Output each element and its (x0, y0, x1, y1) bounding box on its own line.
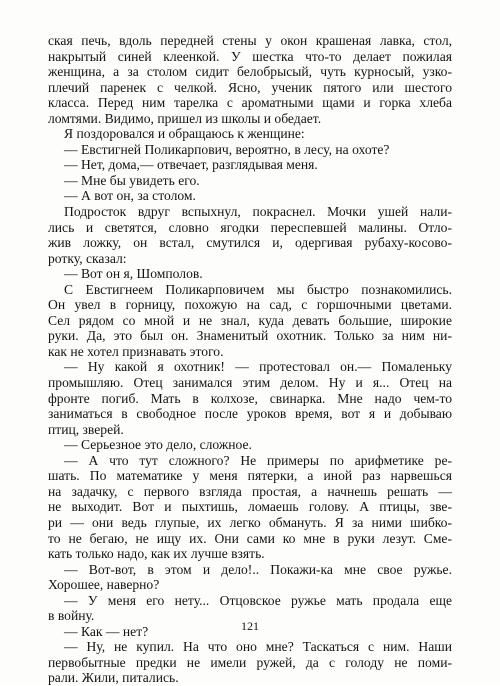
text-line: — А вот он, за столом. (64, 188, 196, 204)
text-line: на задачку, с первого взгляда простая, а начнешь решать — (48, 483, 452, 499)
text-line: Хорошее, наверно? (48, 577, 160, 593)
text-line: как не хотел признавать этого. (48, 343, 224, 359)
text-line: ская печь, вдоль передней стены у окон крашеная лавка, стол, (48, 33, 452, 48)
page-number: 121 (241, 619, 259, 633)
text-line: — Евстигней Поликарпович, вероятно, в лесу, на охоте? (64, 141, 390, 157)
text-line: Он увел в горницу, похожую на сад, с горшочными цветами. (48, 297, 452, 313)
text-line: заниматься в свободное после уроков время, вот я и добываю (48, 406, 452, 422)
text-line: — Как — нет? (64, 623, 149, 639)
text-line: первобытные предки не имели ружей, да с голоду не поми- (48, 654, 452, 670)
text-line: рали. Жили, питались. (48, 670, 179, 686)
body-text (48, 33, 452, 686)
text-line: лись и светятся, словно ягодки переспевшей малины. Отло- (48, 219, 452, 235)
text-line: — Серьезное это дело, сложное. (64, 437, 252, 453)
text-line: кать только надо, как их лучше взять. (48, 546, 265, 562)
text-line: — Ну какой я охотник! — протестовал он.— Помаленьку (64, 359, 452, 375)
text-line: не выходит. Вот и пыхтишь, ломаешь голову. А птицы, зве- (48, 499, 452, 515)
text-line: Я поздоровался и обращаюсь к женщине: (64, 126, 305, 142)
text-line: — Вот-вот, в этом и дело!.. Покажи-ка мне свое ружье. (64, 561, 452, 577)
text-line: — Ну, не купил. На что оно мне? Таскаться с ним. Наши (64, 639, 452, 655)
text-line: птиц, зверей. (48, 421, 124, 437)
text-line: — У меня его нету... Отцовское ружье мать продала еще (64, 592, 452, 608)
text-line: плечий паренек с челкой. Ясно, ученик пятого или шестого (48, 79, 452, 95)
text-line: ротку, сказал: (48, 250, 127, 266)
text-line: в войну. (48, 608, 95, 624)
text-line: то не бегаю, не ищу их. Они сами ко мне в руки лезут. Сме- (48, 530, 452, 546)
text-line: — Мне бы увидеть его. (64, 172, 200, 188)
text-line: фронте погиб. Мать в колхозе, свинарка. Мне надо чем-то (48, 390, 452, 406)
text-line: ри — они ведь глупые, их легко обмануть. Я за ними шибко- (48, 514, 452, 530)
text-line: класса. Перед ним тарелка с ароматными щами и горка хлеба (48, 95, 452, 111)
text-line: Подросток вдруг вспыхнул, покраснел. Мочки ушей нали- (64, 204, 452, 220)
text-line: накрытый синей клеенкой. У шестка что-то делает пожилая (48, 48, 452, 64)
text-line: — Вот он я, Шомполов. (64, 266, 203, 282)
text-line: Сел рядом со мной и не знал, куда девать большие, широкие (48, 312, 452, 328)
text-line: руки. Да, это был он. Знаменитый охотник. Только за ним ни- (48, 328, 452, 344)
text-line: — Нет, дома,— отвечает, разглядывая меня. (64, 157, 318, 173)
text-line: промышляю. Отец занимался этим делом. Ну и я... Отец на (48, 375, 452, 391)
text-line: жив ложку, он встал, смутился и, одергивая рубаху-косово- (48, 235, 452, 251)
text-line: ломтями. Видимо, пришел из школы и обедает. (48, 110, 322, 126)
text-line: С Евстигнеем Поликарповичем мы быстро познакомились. (64, 281, 452, 297)
text-line: женщина, а за столом сидит белобрысый, чуть курносый, узко- (48, 64, 452, 80)
text-line: шать. По математике у меня пятерки, а иной раз нарвешься (48, 468, 452, 484)
text-line: — А что тут сложного? Не примеры по арифметике ре- (64, 452, 452, 468)
